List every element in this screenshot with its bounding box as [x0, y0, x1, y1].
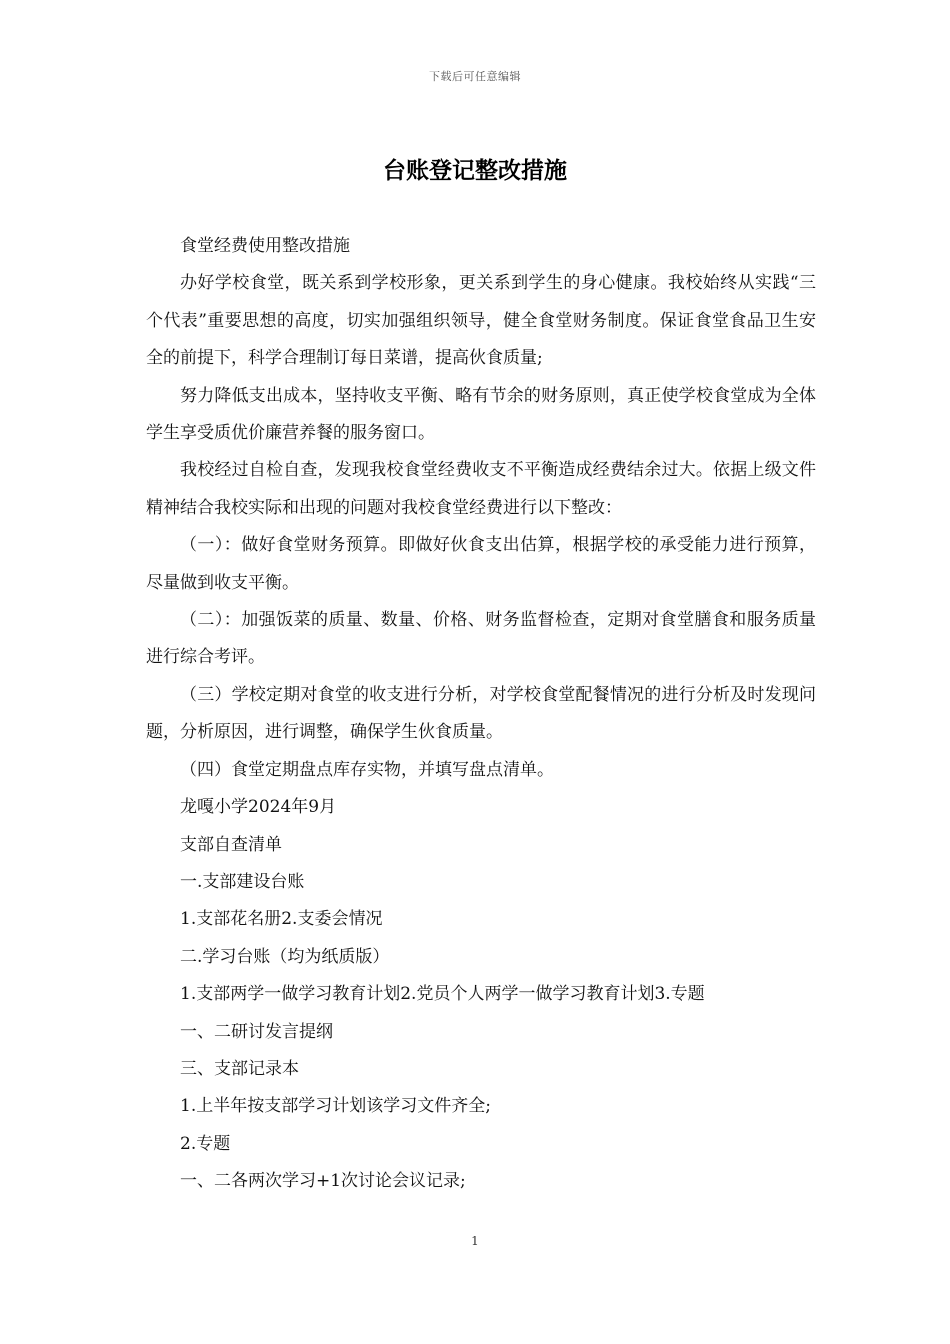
- paragraph: （二）：加强饭菜的质量、数量、价格、财务监督检查，定期对食堂膳食和服务质量进行综合考评。: [146, 610, 816, 668]
- paragraph: 努力降低支出成本，坚持收支平衡、略有节余的财务原则，真正使学校食堂成为全体学生享受质优价廉营养餐的服务窗口。: [146, 385, 816, 444]
- paragraph: 我校经过自检自查，发现我校食堂经费收支不平衡造成经费结余过大。依据上级文件精神结合我校实际和出现的问题对我校食堂经费进行以下整改：: [146, 460, 816, 518]
- paragraph: （四）食堂定期盘点库存实物，并填写盘点清单。: [180, 759, 554, 780]
- paragraph: 办好学校食堂，既关系到学校形象，更关系到学生的身心健康。我校始终从实践“三个代表”重要思想的高度，切实加强组织领导，健全食堂财务制度。保证食堂食品卫生安全的前提下，科学合理制订每日菜谱，提高伙食质量;: [146, 273, 816, 369]
- header-note: 下载后可任意编辑: [429, 70, 521, 83]
- document-title: 台账登记整改措施: [383, 157, 567, 184]
- paragraph: （三）学校定期对食堂的收支进行分析，对学校食堂配餐情况的进行分析及时发现问题，分析原因，进行调整，确保学生伙食质量。: [146, 684, 816, 743]
- paragraph: 1.支部花名册2.支委会情况: [180, 909, 383, 930]
- paragraph: 一、二研讨发言提纲: [180, 1021, 333, 1042]
- paragraph: 一.支部建设台账: [180, 871, 305, 892]
- document-body: [146, 228, 816, 1201]
- paragraph: 1.上半年按支部学习计划该学习文件齐全;: [180, 1096, 491, 1117]
- paragraph: （一）：做好食堂财务预算。即做好伙食支出估算，根据学校的承受能力进行预算，尽量做到收支平衡。: [146, 535, 816, 593]
- paragraph: 2.专题: [180, 1133, 231, 1154]
- paragraph: 三、支部记录本: [180, 1058, 299, 1079]
- paragraph: 食堂经费使用整改措施: [180, 236, 350, 256]
- page-number: 1: [471, 1234, 479, 1248]
- paragraph: 龙嘎小学2024年9月: [180, 797, 337, 818]
- paragraph: 支部自查清单: [180, 834, 282, 855]
- paragraph: 二.学习台账（均为纸质版）: [180, 946, 390, 967]
- paragraph: 一、二各两次学习+1次讨论会议记录;: [180, 1171, 466, 1192]
- paragraph: 1.支部两学一做学习教育计划2.党员个人两学一做学习教育计划3.专题: [180, 984, 705, 1005]
